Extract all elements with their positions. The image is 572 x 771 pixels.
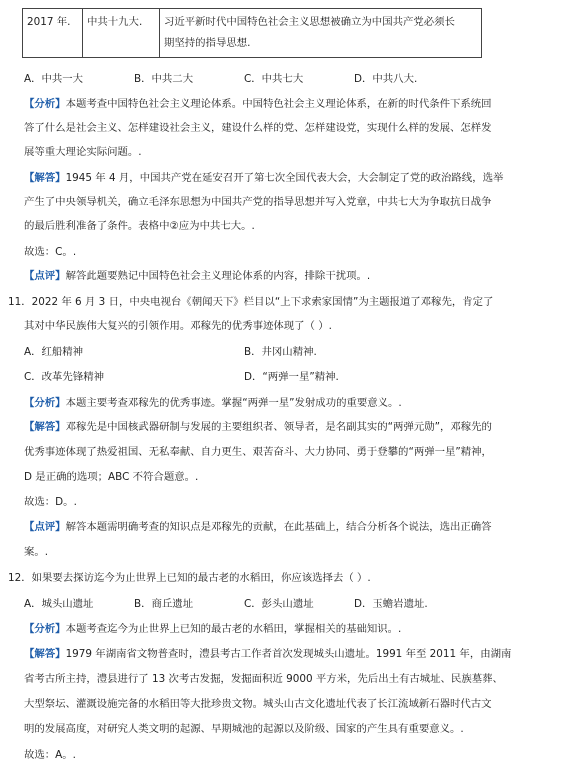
table-cell-content: [160, 9, 482, 58]
analysis-tag: 【分析】: [24, 397, 66, 409]
q11-option-b: B．井冈山精神.: [244, 346, 317, 358]
analysis-tag: 【分析】: [24, 623, 66, 635]
q11-stem: 11．2022 年 6 月 3 日，中央电视台《朝闻天下》栏目以“上下求索家国情”为主题报道了邓稼先，肯定了: [8, 296, 494, 308]
comment-tag: 【点评】: [24, 270, 66, 282]
analysis-tag: 【分析】: [24, 98, 66, 110]
q11-answer: 故选：D。.: [24, 496, 77, 508]
q10-solution: 【解答】1945 年 4 月，中国共产党在延安召开了第七次全国代表大会，大会制定了党的政治路线，选举: [24, 172, 504, 184]
q11-solution-line: D 是正确的选项；ABC 不符合题意。.: [24, 471, 199, 483]
q10-option-d: D．中共八大.: [354, 73, 418, 85]
q11-solution-line: 优秀事迹体现了热爱祖国、无私奉献、自力更生、艰苦奋斗、大力协同、勇于登攀的“两弹一星”精神，: [24, 446, 492, 458]
q12-option-a: A．城头山遗址: [24, 598, 94, 610]
q10-solution-line: 的最后胜利准备了条件。表格中②应为中共七大。.: [24, 220, 255, 232]
solution-tag: 【解答】: [24, 421, 66, 433]
q11-option-a: A．红船精神: [24, 346, 84, 358]
q10-option-b: B．中共二大: [134, 73, 194, 85]
q10-analysis-line: 答了什么是社会主义、怎样建设社会主义，建设什么样的党、怎样建设党，实现什么样的发展、怎样发: [24, 122, 492, 134]
q10-solution-line: 产生了中央领导机关，确立毛泽东思想为中国共产党的指导思想并写入党章，中共七大为争取抗日战争: [24, 196, 492, 208]
q12-solution-line: 大型祭坛、灌溉设施完备的水稻田等大批珍贵文物。城头山古文化遗址代表了长江流域新石器时代古文: [24, 698, 492, 710]
q12-answer: 故选：A。.: [24, 749, 76, 761]
q10-comment: 【点评】解答此题要熟记中国特色社会主义理论体系的内容，排除干扰项。.: [24, 270, 371, 282]
q11-stem-line: 其对中华民族伟大复兴的引领作用。邓稼先的优秀事迹体现了（ ）.: [24, 320, 332, 332]
solution-tag: 【解答】: [24, 648, 66, 660]
table-content-line: 习近平新时代中国特色社会主义思想被确立为中国共产党必须长: [164, 16, 455, 28]
q10-option-a: A．中共一大: [24, 73, 84, 85]
table-row: [23, 9, 482, 58]
q11-comment: 【点评】解答本题需明确考查的知识点是邓稼先的贡献，在此基础上，结合分析各个说法，选出正确答: [24, 521, 492, 533]
q12-option-c: C．彭头山遗址: [244, 598, 314, 610]
q12-solution-line: 明的发展高度，对研究人类文明的起源、早期城池的起源以及阶级、国家的产生具有重要意义。.: [24, 723, 464, 735]
q12-option-b: B．商丘遗址: [134, 598, 194, 610]
q11-solution: 【解答】邓稼先是中国核武器研制与发展的主要组织者、领导者，是名副其实的“两弹元勋”，邓稼先的: [24, 421, 492, 433]
q10-analysis: 【分析】本题考查中国特色社会主义理论体系。中国特色社会主义理论体系，在新的时代条件下系统回: [24, 98, 492, 110]
q12-analysis: 【分析】本题考查迄今为止世界上已知的最古老的水稻田，掌握相关的基础知识。.: [24, 623, 402, 635]
q12-option-d: D．玉蟾岩遗址.: [354, 598, 428, 610]
table-content-line: 期坚持的指导思想.: [164, 37, 251, 49]
q12-solution: 【解答】1979 年湖南省文物普查时，澧县考古工作者首次发现城头山遗址。1991 年至 2011 年，由湖南: [24, 648, 512, 660]
q11-option-d: D．“两弹一星”精神.: [244, 371, 339, 383]
history-table: [22, 8, 482, 58]
q12-solution-line: 省考古所主持，澧县进行了 13 次考古发掘，发掘面积近 9000 平方米，先后出土有古城址、民族墓葬、: [24, 673, 503, 685]
solution-tag: 【解答】: [24, 172, 66, 184]
comment-tag: 【点评】: [24, 521, 66, 533]
q10-answer: 故选：C。.: [24, 246, 77, 258]
q11-analysis: 【分析】本题主要考查邓稼先的优秀事迹。掌握“两弹一星”发射成功的重要意义。.: [24, 397, 402, 409]
table-cell-meeting: 中共十九大.: [83, 9, 160, 58]
q10-option-c: C．中共七大: [244, 73, 304, 85]
q11-option-c: C．改革先锋精神: [24, 371, 104, 383]
table-cell-year: 2017 年.: [23, 9, 83, 58]
q10-analysis-line: 展等重大理论实际问题。.: [24, 146, 142, 158]
q12-stem: 12．如果要去探访迄今为止世界上已知的最古老的水稻田，你应该选择去（ ）.: [8, 572, 371, 584]
q11-comment-line: 案。.: [24, 546, 49, 558]
